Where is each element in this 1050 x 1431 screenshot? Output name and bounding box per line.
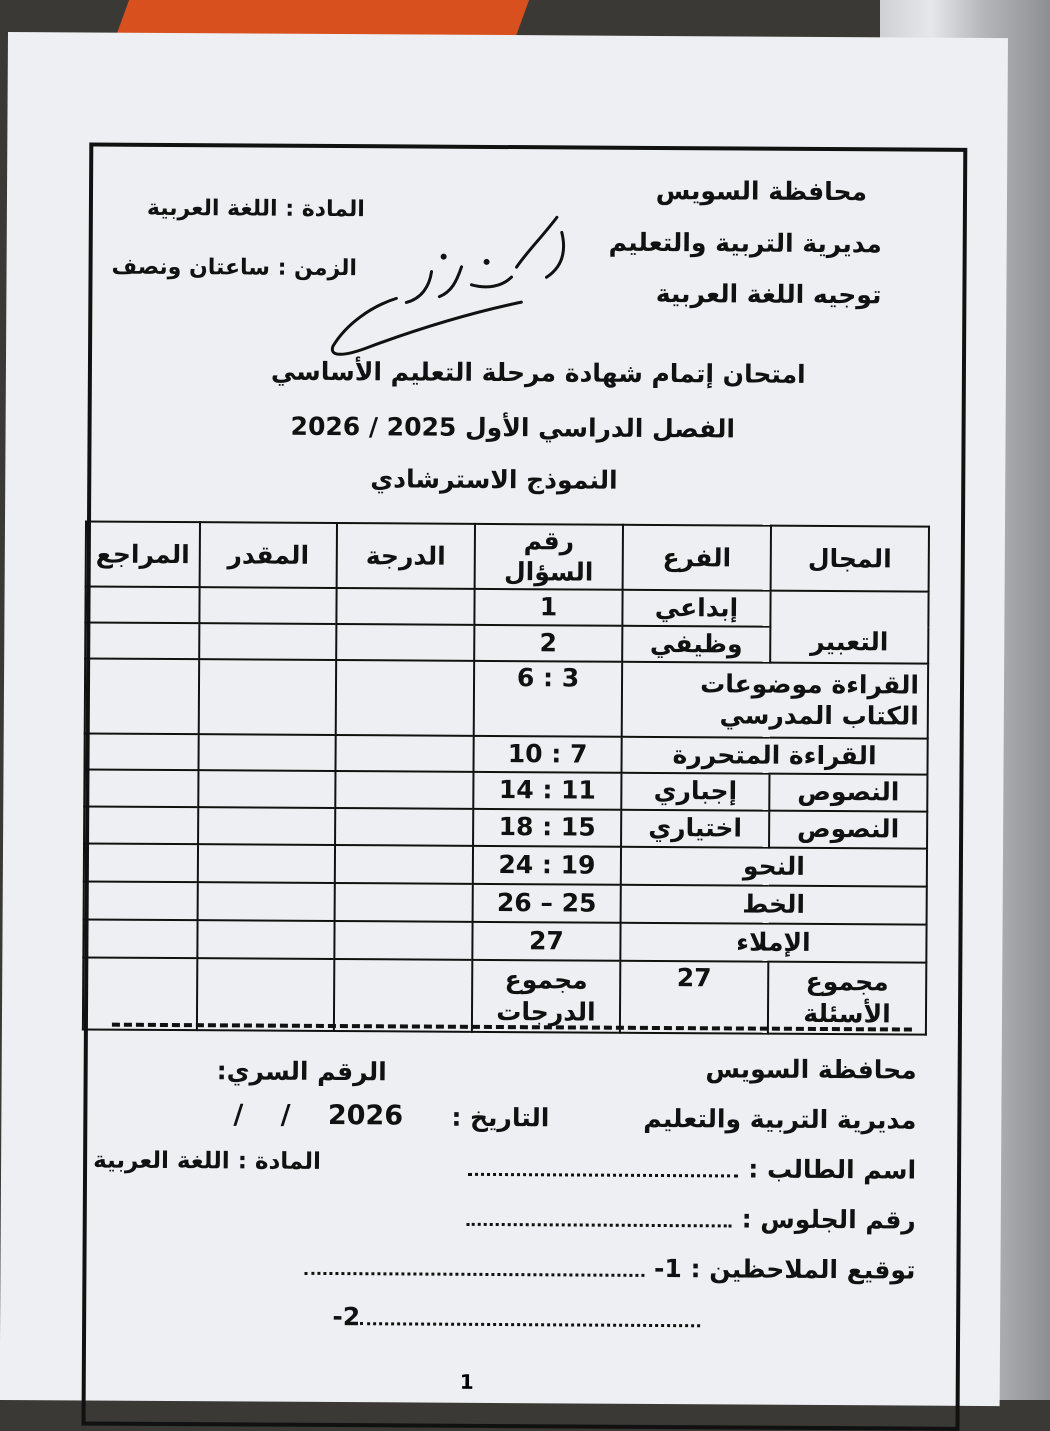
cell-estimated: [198, 770, 335, 808]
cell-reviewer: [83, 957, 197, 1030]
seat-number-field[interactable]: [467, 1209, 732, 1228]
col-branch: الفرع: [623, 525, 771, 590]
cell-total-label: مجموع الأسئلة: [768, 961, 926, 1034]
cell-estimated: [198, 844, 335, 883]
page-number: 1: [459, 1369, 474, 1394]
cell-grades-total-label: مجموع الدرجات: [472, 959, 620, 1032]
slip-secret-number: الرقم السري:: [216, 1056, 387, 1087]
cell-field: الخط: [621, 884, 927, 924]
slip-observers: [304, 1252, 916, 1285]
exam-term: الفصل الدراسي الأول 2025 / 2026: [290, 411, 736, 444]
table-row: [83, 919, 926, 962]
slip-subject: المادة : اللغة العربية: [93, 1147, 321, 1175]
subject-label: المادة : اللغة العربية: [146, 195, 365, 223]
cell-grade: [335, 845, 473, 884]
cell-question-no: 27: [472, 921, 620, 960]
cell-question-no: 2: [474, 624, 622, 661]
cell-field: الإملاء: [620, 922, 926, 962]
observer2-field[interactable]: [360, 1308, 700, 1327]
cell-grade: [335, 808, 473, 846]
table-header-row: [86, 521, 929, 591]
cell-field: القراءة المتحررة: [621, 736, 927, 774]
cell-branch: وظيفي: [622, 625, 770, 662]
cell-reviewer: [85, 586, 199, 623]
observer2-label: -2: [332, 1302, 361, 1332]
cell-field: القراءة موضوعات الكتاب المدرسي: [622, 661, 928, 738]
slip-observer-2: [332, 1302, 710, 1333]
col-field: المجال: [771, 526, 929, 591]
cell-reviewer: [85, 622, 199, 659]
cell-grade: [336, 660, 474, 736]
observers-label: توقيع الملاحظين : 1-: [653, 1253, 916, 1285]
slip-directorate: مديرية التربية والتعليم: [643, 1103, 917, 1135]
cell-question-no: 3 : 6: [474, 660, 622, 736]
cell-reviewer: [85, 658, 199, 734]
table-row: [84, 843, 927, 886]
student-name-label: اسم الطالب :: [748, 1154, 917, 1185]
cell-question-no: 15 : 18: [473, 808, 621, 846]
department-label: توجيه اللغة العربية: [655, 278, 882, 310]
cell-field: النصوص: [769, 810, 927, 848]
cell-field: النصوص: [769, 773, 927, 811]
cell-estimated: [197, 920, 334, 959]
cell-grade: [334, 921, 472, 960]
cell-reviewer: [84, 843, 198, 882]
cell-grade: [335, 771, 473, 809]
table-row: [84, 806, 927, 848]
cell-field: النحو: [621, 846, 927, 886]
cell-grade: [335, 883, 473, 922]
cell-branch: إجباري: [621, 772, 769, 810]
cell-grade: [336, 588, 474, 625]
handwritten-answers-signature: [311, 206, 612, 378]
table-row: [85, 586, 928, 627]
slip-date-label: التاريخ :: [451, 1102, 550, 1133]
directorate-label: مديرية التربية والتعليم: [608, 227, 882, 259]
table-row: [84, 881, 927, 924]
col-estimated: المقدر: [200, 522, 337, 587]
exam-sheet: [0, 32, 1008, 1406]
cell-branch: إبداعي: [622, 589, 770, 626]
cell-question-no: 7 : 10: [473, 735, 621, 772]
cell-reviewer: [84, 806, 198, 844]
cell-reviewer: [84, 769, 198, 807]
student-name-field[interactable]: [468, 1159, 738, 1178]
exam-model: النموذج الاسترشادي: [370, 464, 618, 495]
governorate-label: محافظة السويس: [655, 175, 868, 207]
cell-estimated: [198, 882, 335, 921]
cell-grade: [334, 959, 472, 1032]
cell-reviewer: [84, 733, 198, 770]
cell-branch: اختياري: [621, 809, 769, 847]
slip-seat-number: [467, 1203, 916, 1235]
col-question-no: رقم السؤال: [475, 524, 623, 589]
slip-date-value: / / 2026: [233, 1099, 404, 1132]
exam-title: امتحان إتمام شهادة مرحلة التعليم الأساسي: [270, 356, 806, 389]
slip-governorate: محافظة السويس: [705, 1054, 917, 1085]
cell-question-no: 11 : 14: [473, 771, 621, 809]
table-row: [84, 769, 927, 811]
cell-grade: [335, 735, 473, 772]
col-reviewer: المراجع: [86, 521, 200, 586]
cell-estimated: [198, 807, 335, 845]
cell-question-no: 19 : 24: [473, 845, 621, 884]
observer1-field[interactable]: [304, 1258, 644, 1277]
grades-table: [82, 520, 930, 1035]
cell-reviewer: [84, 881, 198, 920]
cell-estimated: [199, 623, 336, 660]
cell-estimated: [199, 587, 336, 624]
cell-reviewer: [83, 919, 197, 958]
table-row: [84, 733, 927, 774]
table-row: [85, 658, 928, 738]
time-label: الزمن : ساعتان ونصف: [111, 254, 358, 282]
seat-number-label: رقم الجلوس :: [741, 1204, 916, 1235]
cell-question-no: 25 – 26: [473, 883, 621, 922]
slip-student-name: [468, 1153, 916, 1185]
cell-grade: [336, 624, 474, 661]
col-grade: الدرجة: [337, 523, 475, 588]
cell-estimated: [198, 734, 335, 771]
cell-total-value: 27: [620, 960, 768, 1033]
cell-field: التعبير: [770, 590, 928, 663]
cell-estimated: [199, 659, 336, 735]
cell-estimated: [197, 958, 334, 1031]
cell-question-no: 1: [474, 588, 622, 625]
